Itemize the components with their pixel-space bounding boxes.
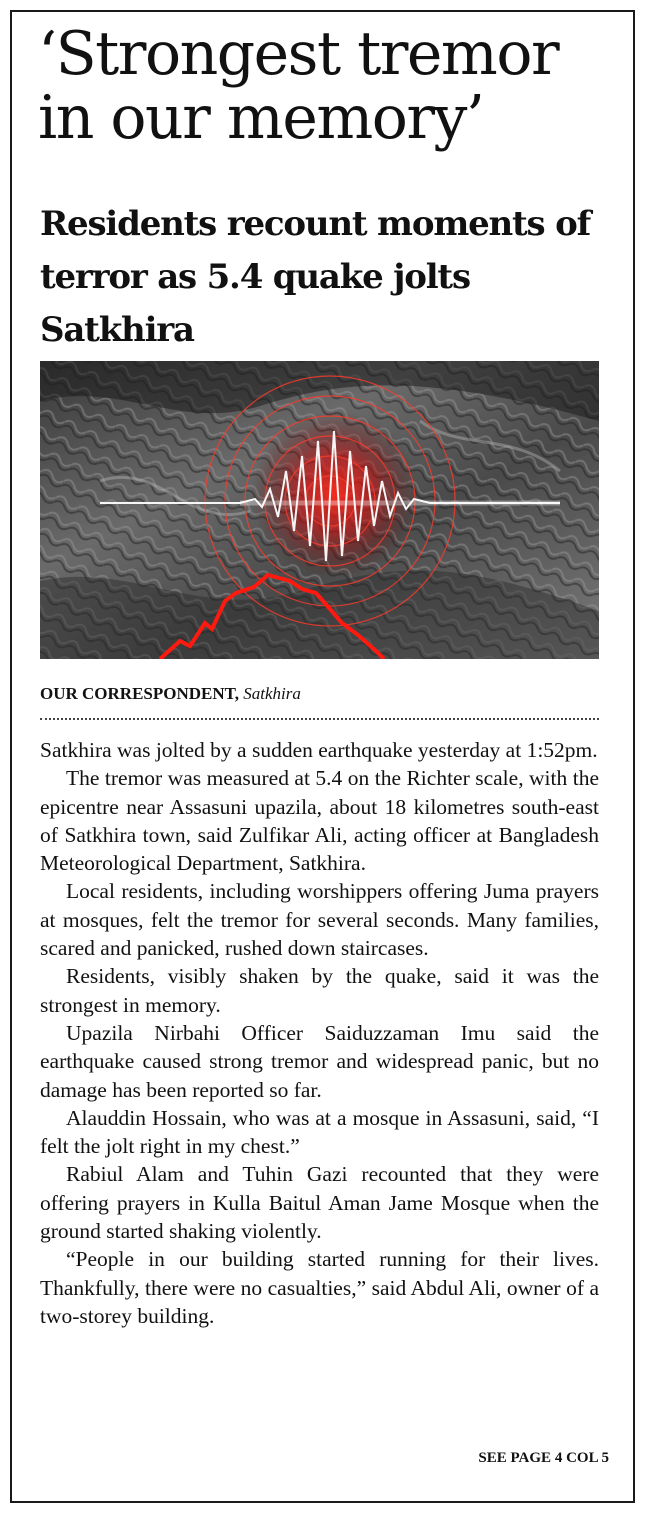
byline <box>40 684 301 704</box>
paragraph: “People in our building started running for their lives. Thankfully, there were no casualties,” said Abdul Ali, owner of a two-storey building. <box>40 1247 599 1328</box>
byline-name: OUR CORRESPONDENT, <box>40 684 239 703</box>
paragraph: Residents, visibly shaken by the quake, said it was the strongest in memory. <box>40 964 599 1017</box>
paragraph: Rabiul Alam and Tuhin Gazi recounted that they were offering prayers in Kulla Baitul Aman Jame Mosque when the ground started shaking violently. <box>40 1162 599 1244</box>
paragraph: Local residents, including worshippers offering Juma prayers at mosques, felt the tremor for several seconds. Many families, scared and panicked, rushed down staircases. <box>40 879 599 961</box>
headline: ‘Strongest tremor in our memory’ <box>38 19 559 153</box>
paragraph: Alauddin Hossain, who was at a mosque in Assasuni, said, “I felt the jolt right in my chest.” <box>40 1105 599 1159</box>
paragraph: Upazila Nirbahi Officer Saiduzzaman Imu said the earthquake caused strong tremor and widespread panic, but no damage has been reported so far. <box>40 1020 599 1102</box>
article-body <box>40 736 599 1330</box>
subheadline: Residents recount moments of terror as 5.4 quake jolts Satkhira <box>40 204 591 350</box>
continuation-note: SEE PAGE 4 COL 5 <box>478 1450 609 1466</box>
paragraph: Satkhira was jolted by a sudden earthquake yesterday at 1:52pm. <box>40 738 598 762</box>
paragraph: The tremor was measured at 5.4 on the Richter scale, with the epicentre near Assasuni upazila, about 18 kilometres south-east of Satkhira town, said Zulfikar Ali, acting officer at Bangladesh Meteorological Department, Satkhira. <box>40 766 599 876</box>
dotted-divider <box>40 718 599 720</box>
earthquake-photo <box>40 361 599 659</box>
byline-location: Satkhira <box>243 684 301 703</box>
